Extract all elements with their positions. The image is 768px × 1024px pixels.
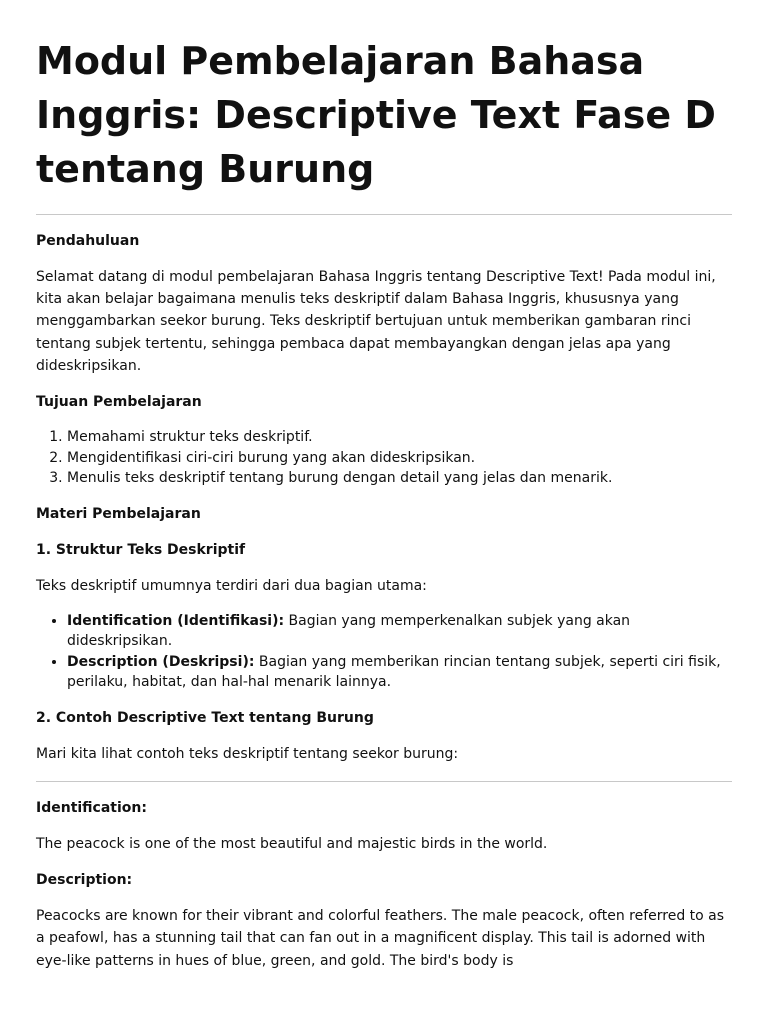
divider (36, 781, 732, 782)
materials-heading: Materi Pembelajaran (36, 505, 201, 522)
list-item: 2. Mengidentifikasi ciri-ciri burung yang akan dideskripsikan. (67, 448, 732, 469)
goals-list (36, 427, 732, 489)
intro-heading: Pendahuluan (36, 233, 140, 249)
list-item: 3. Menulis teks deskriptif tentang burung dengan detail yang jelas dan menarik. (67, 468, 732, 489)
term-description: Bagian yang memperkenalkan subjek yang akan dideskripsikan. (67, 612, 631, 650)
description-heading: Description: (36, 872, 133, 889)
goals-heading: Tujuan Pembelajaran (36, 394, 202, 411)
example-heading: 2. Contoh Descriptive Text tentang Burung (36, 709, 374, 726)
list-item (67, 611, 732, 652)
document-page (36, 0, 732, 972)
divider (36, 214, 732, 215)
structure-paragraph: Teks deskriptif umumnya terdiri dari dua bagian utama: (36, 577, 427, 594)
list-item (67, 652, 732, 693)
term-label: Description (Deskripsi): (67, 653, 255, 670)
list-item: 1. Memahami struktur teks deskriptif. (67, 427, 732, 448)
description-paragraph: Peacocks are known for their vibrant and colorful feathers. The male peacock, often referred to as a peafowl, has a stunning tail that can fan out in a magnificent display. This tail is adorned with eye-like patterns in hues of blue, green, and gold. The bird's body is (36, 908, 725, 969)
term-description: Bagian yang memberikan rincian tentang subjek, seperti ciri fisik, perilaku, habitat, dan hal-hal menarik lainnya. (67, 653, 721, 691)
identification-paragraph: The peacock is one of the most beautiful and majestic birds in the world. (36, 835, 548, 852)
term-label: Identification (Identifikasi): (67, 612, 285, 629)
structure-list (36, 611, 732, 693)
intro-paragraph: Selamat datang di modul pembelajaran Bahasa Inggris tentang Descriptive Text! Pada modul ini, kita akan belajar bagaimana menulis teks deskriptif dalam Bahasa Inggris, khususnya yang menggambarkan seekor burung. Teks deskriptif bertujuan untuk memberikan gambaran rinci tentang subjek tertentu, sehingga pembaca dapat membayangkan dengan jelas apa yang dideskripsikan. (36, 269, 716, 374)
example-paragraph: Mari kita lihat contoh teks deskriptif tentang seekor burung: (36, 745, 459, 762)
page-title: Modul Pembelajaran Bahasa Inggris: Descriptive Text Fase D tentang Burung (36, 39, 716, 191)
identification-heading: Identification: (36, 799, 147, 816)
structure-heading: 1. Struktur Teks Deskriptif (36, 541, 246, 558)
